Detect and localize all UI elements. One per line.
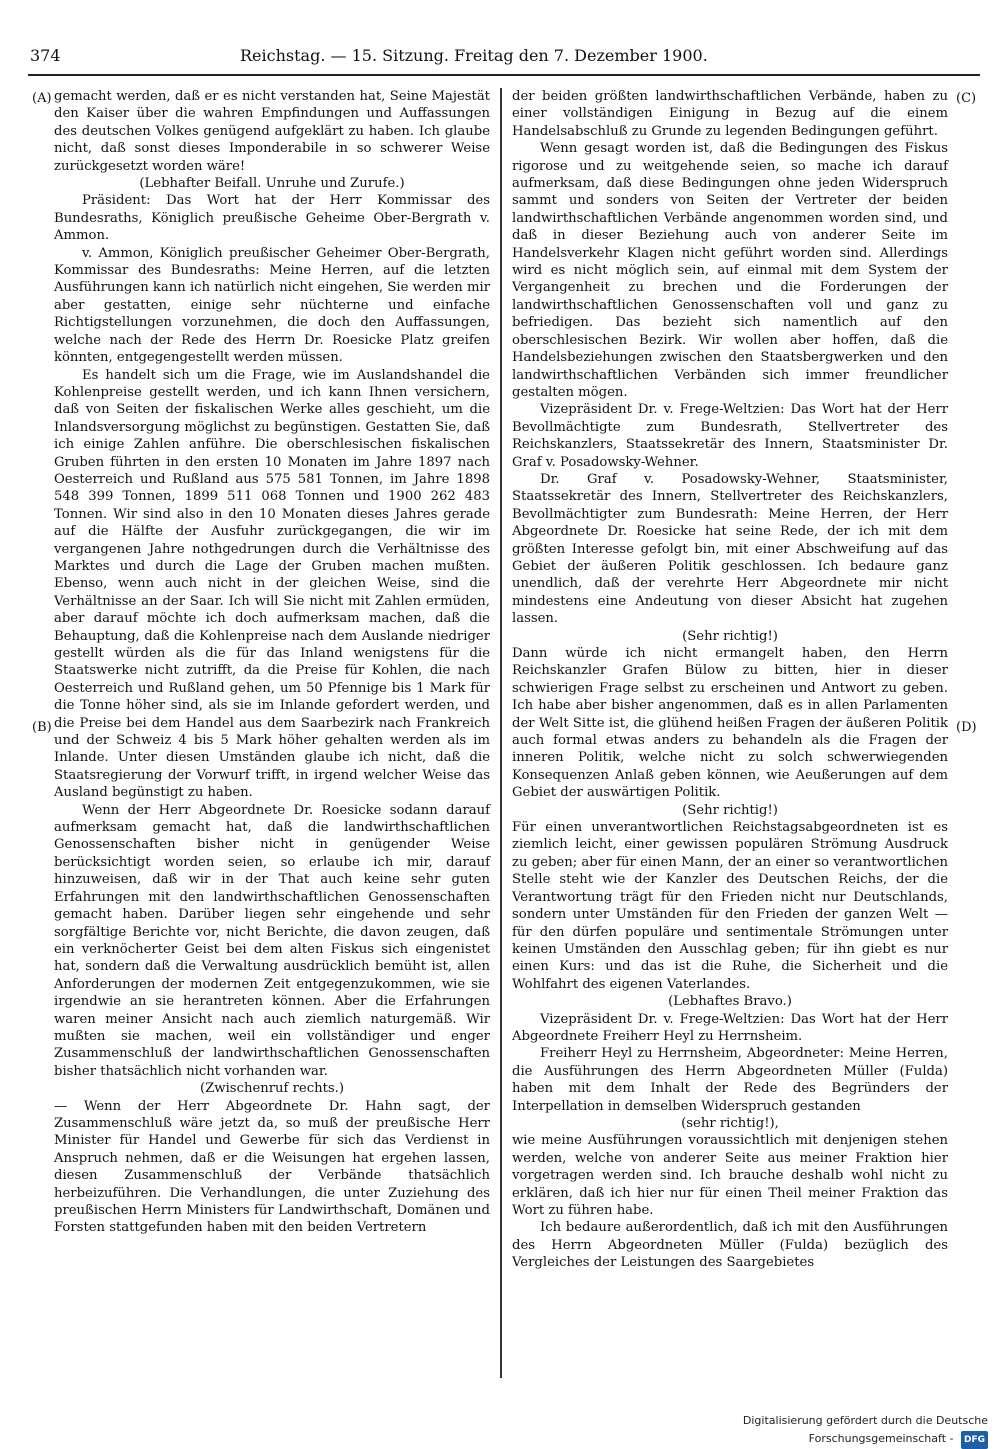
paragraph: wie meine Ausführungen voraussichtlich mit denjenigen stehen werden, welche von anderer Seite aus meiner Fraktion hier vorgetragen werden sind. Ich brauche deshalb wohl nicht zu erklären, daß ich hier nur für einen Theil meiner Fraktion das Wort zu führen habe. xyxy=(512,1133,948,1218)
margin-marker-c: (C) xyxy=(956,91,977,106)
paragraph: (Sehr richtig!) xyxy=(682,802,778,818)
right-column xyxy=(512,88,948,1272)
page-title: Reichstag. — 15. Sitzung. Freitag den 7. Dezember 1900. xyxy=(240,46,708,65)
running-header xyxy=(30,44,978,68)
margin-marker-a: (A) xyxy=(32,91,52,106)
paragraph: Wenn der Herr Abgeordnete Dr. Roesicke sodann darauf aufmerksam gemacht hat, daß die landwirthschaftlichen Genossenschaften bisher nicht in genügender Weise berücksichtigt worden seien, so erlaube ich mir, darauf hinzuweisen, daß wir in der That auch keine sehr guten Erfahrungen mit den landwirthschaftlichen Genossenschaften gemacht haben. Darüber liegen sehr eingehende und sehr sorgfältige Berichte vor, nicht Berichte, die davon zeugen, daß ein verknöcherter Geist bei dem alten Fiskus sich eingenistet hat, sondern daß die Verwaltung ausdrücklich bemüht ist, allen Anforderungen der modernen Zeit entgegenzukommen, wie sie irgendwie an sie herantreten können. Aber die Erfahrungen waren meiner Ansicht nach auch ziemlich naturgemäß. Wir mußten sie machen, weil ein vollständiger und enger Zusammenschluß der landwirthschaftlichen Genossenschaften bisher thatsächlich nicht vorhanden war. xyxy=(54,802,490,1079)
paragraph: — Wenn der Herr Abgeordnete Dr. Hahn sagt, der Zusammenschluß wäre jetzt da, so muß der preußische Herr Minister für Handel und Gewerbe für sich das Verdienst in Anspruch nehmen, daß er die Weisungen hat ergehen lassen, diesen Zusammenschluß der Verbände thatsächlich herbeizuführen. Die Verhandlungen, die unter Zuziehung des preußischen Herrn Ministers für Landwirthschaft, Domänen und Forsten stattgefunden haben mit den beiden Vertretern xyxy=(54,1098,490,1236)
paragraph: v. Ammon, Königlich preußischer Geheimer Ober-Bergrath, Kommissar des Bundesraths: Meine Herren, auf die letzten Ausführungen kann ich natürlich nicht eingehen, Sie werden mir aber gestatten, einige sehr nüchterne und einfache Richtigstellungen vorzunehmen, die doch den Auffassungen, welche nach der Rede des Herrn Dr. Roesicke Platz greifen könnten, entgegengestellt werden müssen. xyxy=(54,245,490,366)
footer-credit xyxy=(608,1412,988,1445)
paragraph: Vizepräsident Dr. v. Frege-Weltzien: Das Wort hat der Herr Abgeordnete Freiherr Heyl zu Herrnsheim. xyxy=(512,1011,948,1044)
paragraph: Für einen unverantwortlichen Reichstagsabgeordneten ist es ziemlich leicht, einer gewissen populären Strömung Ausdruck zu geben; aber für einen Mann, der an einer so verantwortlichen Stelle steht wie der Kanzler des Deutschen Reichs, der die Verantwortung trägt für den Frieden nicht nur Deutschlands, sondern unter Umständen für den Frieden der ganzen Welt — für den dürfen populäre und sentimentale Strömungen unter keinen Umständen den Ausschlag geben; für ihn giebt es nur einen Kurs: und das ist die Ruhe, die Sicherheit und die Wohlfahrt des eigenen Vaterlandes. xyxy=(512,820,948,992)
paragraph: Freiherr Heyl zu Herrnsheim, Abgeordneter: Meine Herren, die Ausführungen des Herrn Abgeordneten Müller (Fulda) haben mit dem Inhalt der Rede des Begründers der Interpellation in demselben Widerspruch gestanden xyxy=(512,1046,948,1114)
paragraph: gemacht werden, daß er es nicht verstanden hat, Seine Majestät den Kaiser über die wahren Empfindungen und Auffassungen des deutschen Volkes genügend aufgeklärt zu haben. Ich glaube nicht, daß sonst dieses Imponderabile in so schwerer Weise zurückgesetzt worden wäre! xyxy=(54,89,490,174)
paragraph: Dann würde ich nicht ermangelt haben, den Herrn Reichskanzler Grafen Bülow zu bitten, hier in dieser schwierigen Frage selbst zu erscheinen und Antwort zu geben. Ich habe aber bisher angenommen, daß es in allen Parlamenten der Welt Sitte ist, die glühend heißen Fragen der äußeren Politik auch formal etwas anders zu behandeln als die Fragen der inneren Politik, welche nicht zu solch schwerwiegenden Konsequenzen Anlaß geben können, wie Aeußerungen auf dem Gebiet der auswärtigen Politik. xyxy=(512,646,948,801)
paragraph: (Zwischenruf rechts.) xyxy=(199,1081,345,1097)
column-divider xyxy=(500,88,502,1378)
margin-marker-b: (B) xyxy=(32,720,52,735)
left-column xyxy=(54,88,490,1237)
header-rule xyxy=(28,74,980,76)
paragraph: Ich bedaure außerordentlich, daß ich mit den Ausführungen des Herrn Abgeordneten Müller (Fulda) bezüglich des Vergleiches der Leistungen des Saargebietes xyxy=(512,1220,948,1271)
footer-text: Digitalisierung gefördert durch die Deutsche Forschungsgemeinschaft - xyxy=(742,1414,988,1445)
page-number: 374 xyxy=(30,46,61,65)
paragraph: Präsident: Das Wort hat der Herr Kommissar des Bundesraths, Königlich preußische Geheime Ober-Bergrath v. Ammon. xyxy=(54,193,490,244)
paragraph: (Lebhaftes Bravo.) xyxy=(668,994,792,1010)
paragraph: Vizepräsident Dr. v. Frege-Weltzien: Das Wort hat der Herr Bevollmächtigte zum Bundesrath, Stellvertreter des Reichskanzlers, Staatssekretär des Innern, Staatsminister Dr. Graf v. Posadowsky-Wehner. xyxy=(512,402,948,470)
paragraph: (sehr richtig!), xyxy=(681,1115,779,1131)
margin-marker-d: (D) xyxy=(956,720,977,735)
paragraph: (Lebhafter Beifall. Unruhe und Zurufe.) xyxy=(139,176,405,192)
paragraph: (Sehr richtig!) xyxy=(682,628,778,644)
paragraph: Es handelt sich um die Frage, wie im Auslandshandel die Kohlenpreise gestellt werden, und ich kann Ihnen versichern, daß von Seiten der fiskalischen Werke alles geschieht, um die Inlandsversorgung möglichst zu begünstigen. Gestatten Sie, daß ich einige Zahlen anführe. Die oberschlesischen fiskalischen Gruben führten in den ersten 10 Monaten im Jahre 1897 nach Oesterreich und Rußland aus 575 581 Tonnen, im Jahre 1898 548 399 Tonnen, 1899 511 068 Tonnen und 1900 262 483 Tonnen. Wir sind also in den 10 Monaten dieses Jahres gerade auf die Hälfte der Ausfuhr zurückgegangen, die wir im vergangenen Jahre nothgedrungen durch die Verhältnisse des Marktes und durch die Lage der Gruben machen mußten. Ebenso, wenn auch nicht in der gleichen Weise, sind die Verhältnisse an der Saar. Ich will Sie nicht mit Zahlen ermüden, aber darauf möchte ich doch aufmerksam machen, daß die Behauptung, daß die Kohlenpreise nach dem Auslande niedriger gestellt würden als die für das Inland wenigstens für die Staatswerke nicht zutrifft, da die Preise für Kohlen, die nach Oesterreich und Rußland gehen, um 50 Pfennige bis 1 Mark für die Tonne höher sind, als sie im Inlande gefordert werden, und die Preise bei dem Handel aus dem Saarbezirk nach Frankreich und der Schweiz 4 bis 5 Mark höher gehalten werden als im Inlande. Unter diesen Umständen glaube ich nicht, daß die Staatsregierung der Vorwurf trifft, in irgend welcher Weise das Ausland begünstigt zu haben. xyxy=(54,367,490,801)
paragraph: Wenn gesagt worden ist, daß die Bedingungen des Fiskus rigorose und zu weitgehende seien, so mache ich darauf aufmerksam, daß diese Bedingungen ohne jeden Widerspruch sammt und sonders von Seiten der Vertreter der beiden landwirthschaftlichen Verbände angenommen worden sind, und daß in dieser Beziehung auch von anderer Seite im Handelsverkehr Klagen nicht geführt worden sind. Allerdings wird es nicht möglich sein, auf einmal mit dem System der Vergangenheit zu brechen und die Forderungen der landwirthschaftlichen Genossenschaften voll und ganz zu befriedigen. Das bezieht sich namentlich auf den oberschlesischen Bezirk. Wir wollen aber hoffen, daß die Handelsbeziehungen zwischen den Staatsbergwerken und den landwirthschaftlichen Verbänden sich immer freundlicher gestalten mögen. xyxy=(512,141,948,400)
dfg-logo: DFG xyxy=(961,1431,988,1449)
paragraph: der beiden größten landwirthschaftlichen Verbände, haben zu einer vollständigen Einigung in Bezug auf die einem Handelsabschluß zu Grunde zu legenden Bedingungen geführt. xyxy=(512,89,948,139)
paragraph: Dr. Graf v. Posadowsky-Wehner, Staatsminister, Staatssekretär des Innern, Stellvertreter des Reichskanzlers, Bevollmächtigter zum Bundesrath: Meine Herren, der Herr Abgeordnete Dr. Roesicke hat seine Rede, der ich mit dem größten Interesse gefolgt bin, mit einer Abschweifung auf das Gebiet der äußeren Politik geschlossen. Ich bedaure ganz unendlich, daß der verehrte Herr Abgeordnete mir nicht mindestens eine Andeutung von dieser Absicht hat zugehen lassen. xyxy=(512,471,948,627)
